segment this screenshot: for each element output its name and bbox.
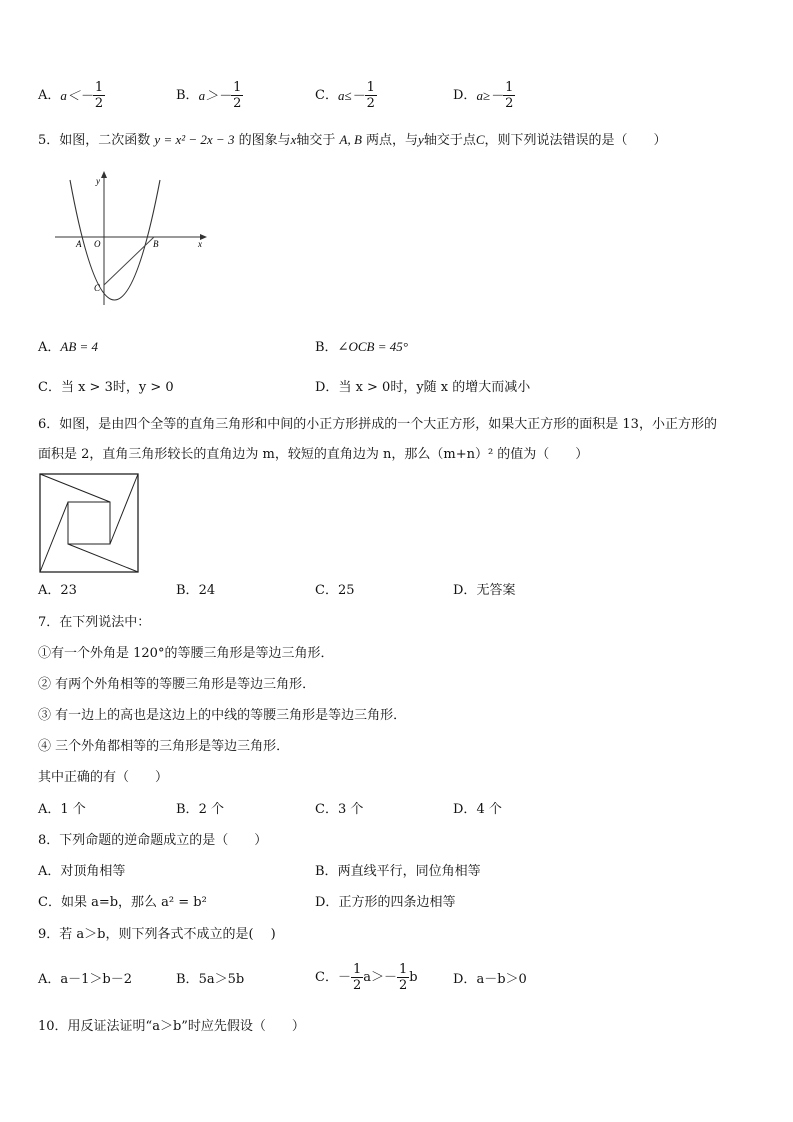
stem-text: 两点，与 (361, 133, 419, 148)
q7-option-a (38, 801, 86, 819)
stem-text: 如图，二次函数 (59, 133, 155, 148)
option-label: A． (38, 972, 61, 987)
option-label: A． (38, 802, 61, 817)
option-label: D． (453, 583, 477, 598)
option-relation: a≤－ (337, 87, 365, 103)
q4-option-c (315, 80, 377, 111)
variable: x (290, 132, 297, 147)
pinwheel-square-figure (39, 473, 139, 573)
denominator: 2 (233, 96, 242, 111)
q7-option-d (453, 801, 502, 819)
q7-question: 其中正确的有（ ） (38, 770, 169, 785)
q4-option-a (38, 80, 105, 111)
q7-option-c (315, 801, 363, 819)
graph-label-c: C (94, 283, 101, 293)
option-label: B． (176, 802, 199, 817)
fraction (351, 962, 363, 993)
q4-option-b (176, 80, 243, 111)
q8-option-b (315, 863, 481, 881)
option-label: D． (453, 972, 477, 987)
q6-stem-line1: 6．如图，是由四个全等的直角三角形和中间的小正方形拼成的一个大正方形，如果大正方形的面积是 13，小正方形的 (38, 417, 717, 432)
option-text: 两直线平行，同位角相等 (337, 864, 481, 879)
numerator: 1 (94, 80, 104, 95)
q9-option-d (453, 971, 527, 989)
option-label: A． (38, 340, 61, 355)
q6-option-a (38, 582, 77, 600)
q7-statement-2: ② 有两个外角相等的等腰三角形是等边三角形． (38, 677, 316, 692)
q7-option-b (176, 801, 224, 819)
inner-square (68, 502, 110, 544)
q9-option-c (315, 962, 418, 993)
question-number: 5． (38, 133, 60, 148)
option-text: 无答案 (476, 583, 516, 598)
denominator: 2 (352, 978, 362, 993)
option-text: 当 x > 0时，y随 x 的增大而减小 (338, 380, 531, 395)
option-text: AB = 4 (60, 339, 99, 354)
option-label: A． (38, 583, 61, 598)
q5-option-d (315, 379, 530, 397)
graph-label-b: B (153, 239, 159, 249)
q6-option-c (315, 582, 355, 600)
option-text: b (409, 969, 418, 985)
stem-text: 的图象与 (234, 133, 291, 148)
q7-statement-1: ①有一个外角是 120°的等腰三角形是等边三角形． (38, 646, 334, 661)
option-text: 3 个 (337, 802, 364, 817)
option-sign: － (337, 969, 351, 985)
option-label: C． (315, 802, 338, 817)
variable: C (475, 132, 485, 147)
option-text: 25 (337, 583, 355, 598)
outer-square (40, 474, 138, 572)
option-relation: a＜－ (60, 87, 93, 103)
q7-statement-3: ③ 有一边上的高也是这边上的中线的等腰三角形是等边三角形． (38, 708, 407, 723)
numerator: 1 (505, 80, 514, 95)
option-text: 当 x > 3时，y > 0 (60, 380, 174, 395)
option-label: B． (315, 864, 338, 879)
y-axis-arrow (101, 171, 107, 178)
q5-stem (38, 131, 667, 150)
parabola-figure (50, 170, 210, 310)
option-label: C． (38, 380, 61, 395)
option-text: 正方形的四条边相等 (338, 895, 456, 910)
segment-bc (104, 237, 154, 285)
option-text: 2 个 (198, 802, 224, 817)
option-label: D． (315, 380, 339, 395)
q9-option-b (176, 971, 244, 989)
option-label: B． (315, 340, 338, 355)
q8-option-a (38, 863, 125, 881)
triangle-edge (40, 502, 68, 572)
option-text: 24 (198, 583, 216, 598)
fraction (231, 80, 243, 111)
graph-label-o: O (94, 239, 101, 249)
variable: A, B (339, 132, 362, 147)
parabola-curve (70, 180, 160, 300)
option-label: D． (315, 895, 339, 910)
fraction (503, 80, 515, 111)
option-text: 如果 a=b，那么 a² = b² (60, 895, 207, 910)
option-label: C． (315, 87, 338, 103)
q8-option-d (315, 894, 455, 912)
fraction (365, 80, 377, 111)
q5-option-c (38, 379, 174, 397)
stem-text: ，则下列说法错误的是（ ） (484, 133, 667, 148)
q4-option-d (453, 80, 515, 111)
graph-label-x: x (198, 239, 202, 249)
option-text: 5a＞5b (198, 972, 245, 987)
formula: y = x² − 2x − 3 (154, 132, 235, 147)
option-label: B． (176, 583, 199, 598)
option-relation: a＞－ (198, 87, 232, 103)
stem-text: 轴交于 (296, 133, 340, 148)
option-text: a＞－ (363, 969, 398, 985)
numerator: 1 (233, 80, 242, 95)
option-text: ∠OCB = 45° (337, 339, 408, 354)
option-label: B． (176, 87, 199, 103)
q5-option-a (38, 338, 98, 357)
q7-stem: 7．在下列说法中： (38, 615, 151, 630)
denominator: 2 (94, 96, 104, 111)
graph-label-y: y (96, 176, 100, 186)
q5-option-b (315, 338, 408, 357)
numerator: 1 (366, 80, 375, 95)
option-label: D． (453, 802, 477, 817)
fraction (397, 962, 409, 993)
denominator: 2 (505, 96, 514, 111)
option-text: 1 个 (60, 802, 86, 817)
option-label: C． (315, 969, 338, 985)
graph-label-a: A (76, 239, 82, 249)
triangle-edge (68, 544, 138, 572)
option-text: 4 个 (476, 802, 502, 817)
option-relation: a≥－ (476, 87, 504, 103)
q9-option-a (38, 971, 132, 989)
q7-statement-4: ④ 三个外角都相等的三角形是等边三角形． (38, 739, 290, 754)
option-text: a－b＞0 (476, 972, 527, 987)
option-label: A． (38, 87, 61, 103)
option-label: C． (38, 895, 61, 910)
option-text: 23 (60, 583, 77, 598)
denominator: 2 (399, 978, 408, 993)
q6-stem-line2: 面积是 2，直角三角形较长的直角边为 m，较短的直角边为 n，那么（m+n）² 的值为（ ） (38, 447, 589, 462)
q6-option-d (453, 582, 515, 600)
denominator: 2 (366, 96, 375, 111)
option-text: 对顶角相等 (60, 864, 126, 879)
variable: y (418, 132, 424, 147)
q10-stem: 10．用反证法证明“a＞b”时应先假设（ ） (38, 1019, 305, 1034)
option-label: C． (315, 583, 338, 598)
stem-text: 轴交于点 (423, 133, 476, 148)
numerator: 1 (352, 962, 362, 977)
option-text: a－1＞b－2 (60, 972, 133, 987)
option-label: B． (176, 972, 199, 987)
q8-stem: 8．下列命题的逆命题成立的是（ ） (38, 833, 268, 848)
q9-stem: 9．若 a＞b，则下列各式不成立的是( ) (38, 927, 276, 942)
option-label: D． (453, 87, 477, 103)
q8-option-c (38, 894, 207, 912)
option-label: A． (38, 864, 61, 879)
triangle-edge (40, 474, 110, 502)
numerator: 1 (399, 962, 408, 977)
fraction (93, 80, 105, 111)
q6-option-b (176, 582, 215, 600)
triangle-edge (110, 474, 138, 544)
